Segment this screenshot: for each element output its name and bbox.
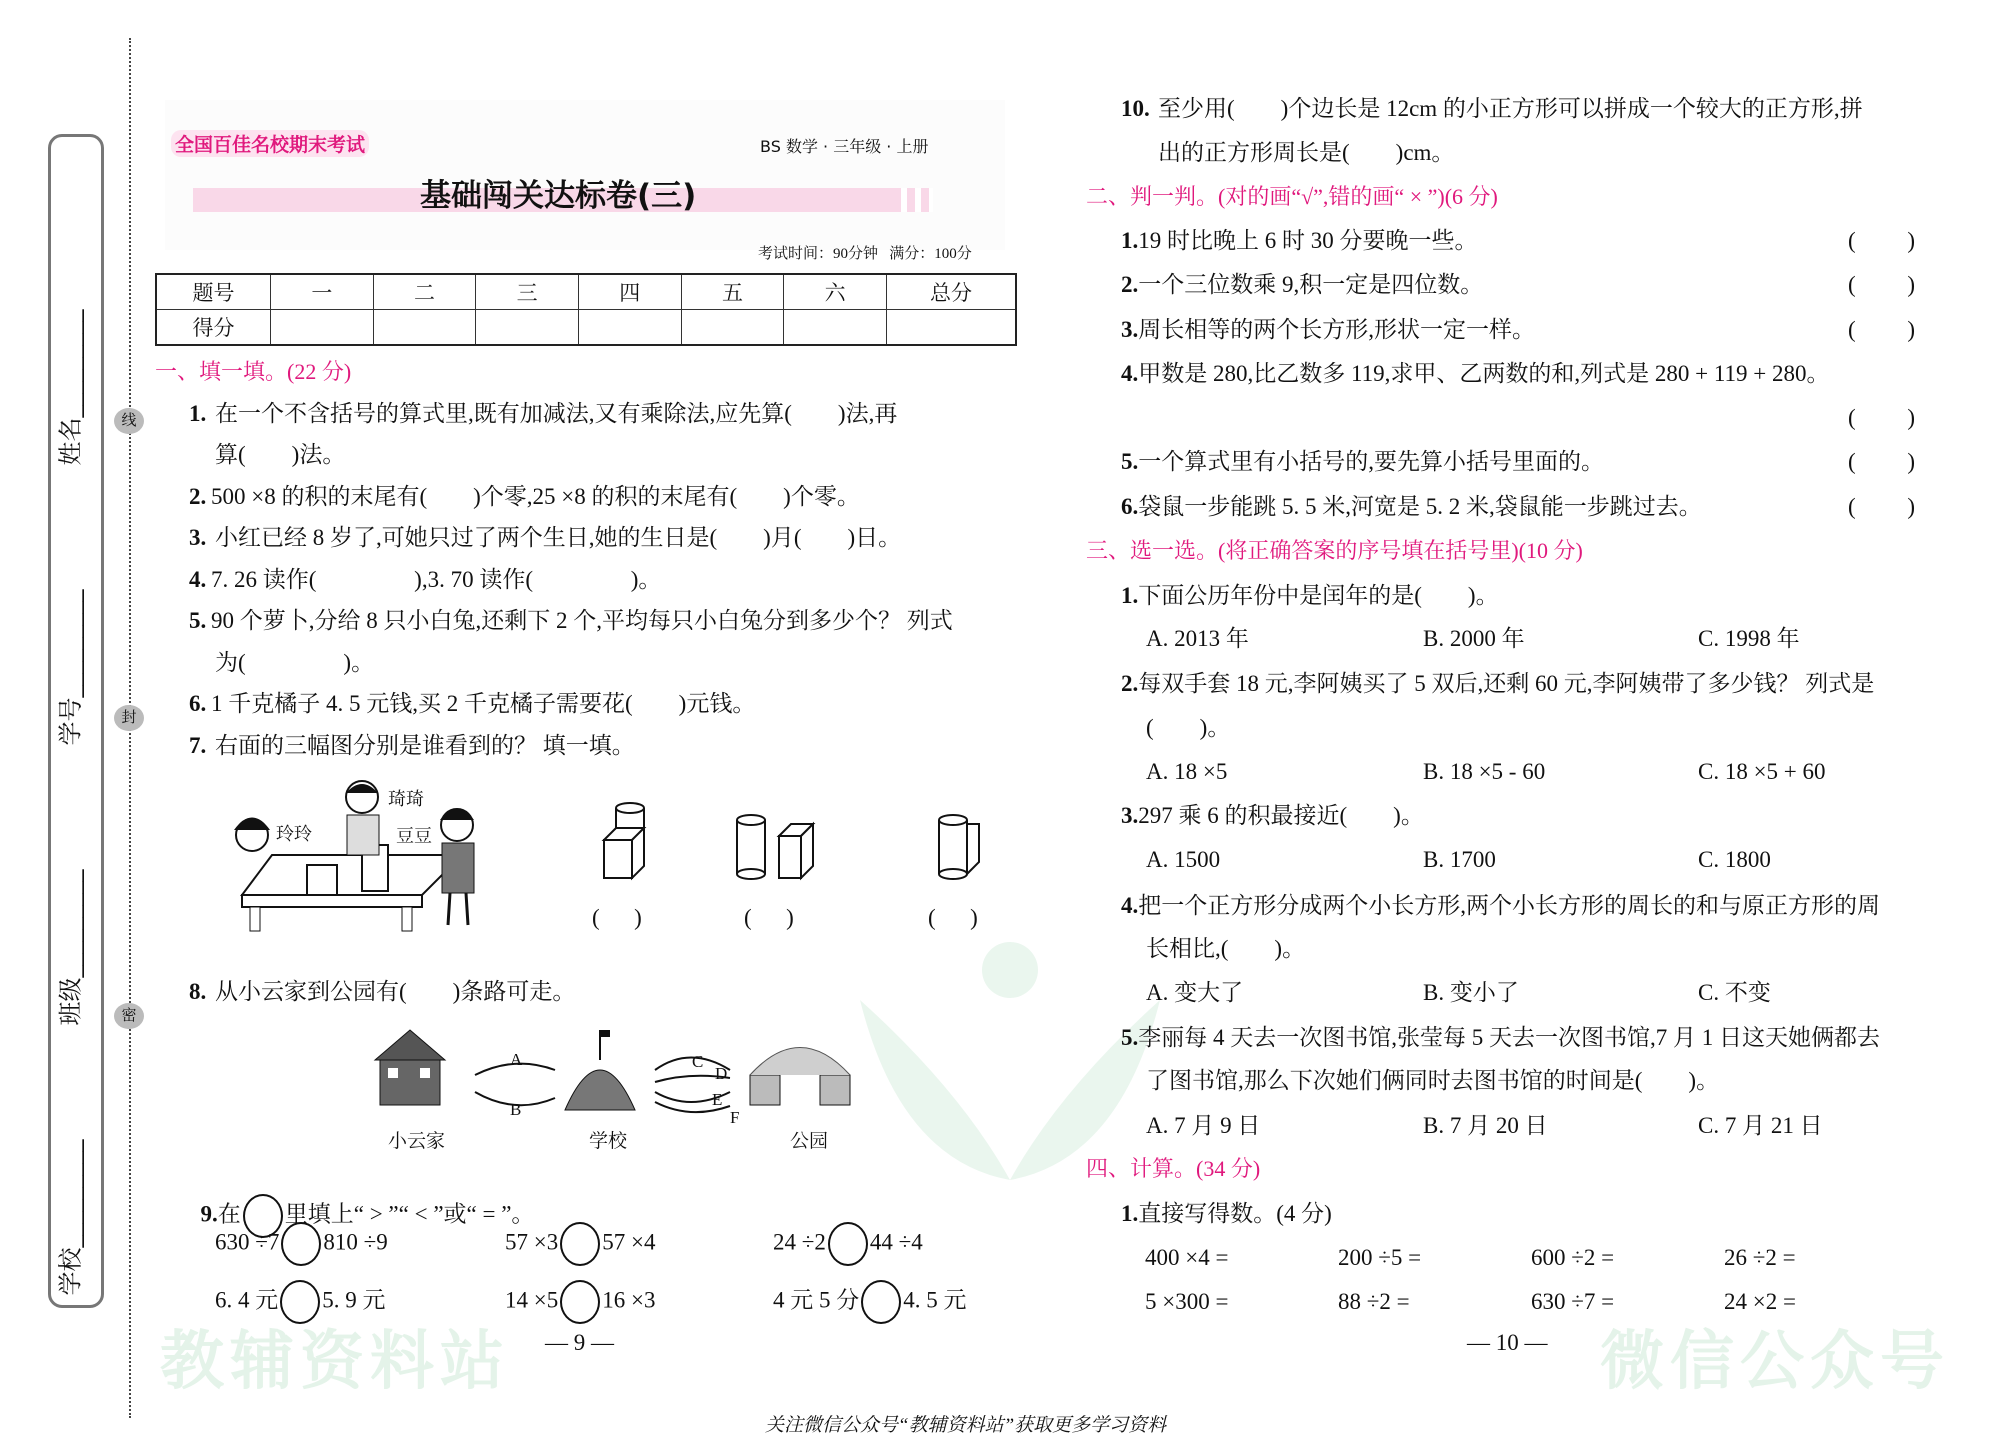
place-label: 小云家: [388, 1131, 446, 1152]
score-cell[interactable]: [578, 310, 681, 346]
expr: 24 ÷2: [773, 1229, 826, 1255]
choice-question: 5.李丽每 4 天去一次图书馆,张莹每 5 天去一次图书馆,7 月 1 日这天她俩都去: [1121, 1025, 1880, 1050]
judge-item: 3.周长相等的两个长方形,形状一定一样。: [1121, 317, 1535, 342]
judge-item: 4.甲数是 280,比乙数多 119,求甲、乙两数的和,列式是 280 + 119 + 280。: [1121, 361, 1830, 386]
option: A. 变大了: [1146, 980, 1244, 1005]
answer-blank[interactable]: ( ): [1848, 272, 1916, 297]
choice-question: 1.下面公历年份中是闰年的是( )。: [1121, 583, 1499, 608]
seal-seal: 封: [114, 705, 144, 731]
question-text: 袋鼠一步能跳 5. 5 米,河宽是 5. 2 米,袋鼠能一步跳过去。: [1138, 494, 1702, 519]
table-cell: 一: [271, 274, 374, 310]
option: B. 2000 年: [1423, 626, 1525, 651]
option: C. 1998 年: [1698, 626, 1800, 651]
character-name: 玲玲: [276, 824, 312, 844]
question-text: 90 个萝卜,分给 8 只小白兔,还剩下 2 个,平均每只小白兔分到多少个？ 列式: [211, 608, 953, 633]
table-cell: 三: [476, 274, 579, 310]
page-title: 基础闯关达标卷(三): [420, 178, 697, 214]
option: C. 不变: [1698, 980, 1771, 1005]
question-text: 长相比,( )。: [1146, 936, 1306, 961]
expr: 44 ÷4: [869, 1229, 923, 1255]
view-2-illustration: [733, 812, 833, 887]
compare-circle[interactable]: [560, 1280, 600, 1324]
question-text: 周长相等的两个长方形,形状一定一样。: [1138, 317, 1535, 342]
choice-question: 3.297 乘 6 的积最接近( )。: [1121, 803, 1424, 828]
expr: 810 ÷9: [323, 1229, 388, 1255]
compare-item: [505, 1222, 655, 1266]
compare-item: [505, 1280, 655, 1324]
table-row: [156, 310, 1016, 346]
question-text: 为( )。: [215, 650, 375, 675]
question-number: 4.: [189, 567, 207, 592]
character-name: 豆豆: [396, 826, 432, 846]
expr: 4. 5 元: [903, 1287, 967, 1313]
name-field[interactable]: 姓名_________: [56, 309, 85, 466]
school-field[interactable]: 学校_________: [56, 1139, 85, 1296]
table-cell: 五: [681, 274, 784, 310]
compare-item: [215, 1280, 386, 1324]
expr: 14 ×5: [505, 1287, 559, 1313]
question-text: 算( )法。: [215, 442, 346, 467]
question-number: 6.: [189, 691, 207, 716]
view-3-illustration: [935, 812, 995, 887]
answer-blank[interactable]: ( ): [928, 905, 978, 930]
question-number: 1.: [189, 401, 207, 426]
judge-item: 6.袋鼠一步能跳 5. 5 米,河宽是 5. 2 米,袋鼠能一步跳过去。: [1121, 494, 1702, 519]
option: C. 1800: [1698, 847, 1771, 872]
question-text: 下面公历年份中是闰年的是( )。: [1138, 583, 1499, 608]
character-name: 琦琦: [388, 789, 424, 809]
score-table: [155, 273, 1017, 346]
section-title: 四、计算。(34 分): [1086, 1156, 1261, 1181]
question-text: 1 千克橘子 4. 5 元钱,买 2 千克橘子需要花( )元钱。: [211, 691, 756, 716]
series-label: 全国百佳名校期末考试: [171, 130, 369, 157]
section-title: 一、填一填。(22 分): [155, 359, 352, 384]
option: B. 18 ×5 - 60: [1423, 759, 1546, 784]
expr: 4 元 5 分: [773, 1287, 860, 1313]
table-cell: 二: [373, 274, 476, 310]
judge-item: 1.19 时比晚上 6 时 30 分要晚一些。: [1121, 228, 1478, 253]
answer-blank[interactable]: ( ): [592, 905, 642, 930]
score-cell[interactable]: [271, 310, 374, 346]
score-cell[interactable]: [476, 310, 579, 346]
place-label: 公园: [790, 1131, 829, 1152]
exam-info: 考试时间：90分钟 满分：100分: [758, 246, 972, 262]
seal-secret: 密: [114, 1003, 144, 1029]
compare-circle[interactable]: [828, 1222, 868, 1266]
question-text: 甲数是 280,比乙数多 119,求甲、乙两数的和,列式是 280 + 119 + 280。: [1138, 361, 1830, 386]
question-number: 3.: [189, 525, 207, 550]
answer-blank[interactable]: ( ): [1848, 317, 1916, 342]
option: A. 18 ×5: [1146, 759, 1228, 784]
calc-item: 600 ÷2 =: [1531, 1245, 1615, 1270]
score-cell[interactable]: [784, 310, 887, 346]
calc-item: 88 ÷2 =: [1338, 1289, 1410, 1314]
option: A. 2013 年: [1146, 626, 1249, 651]
compare-item: [773, 1280, 967, 1324]
compare-item: [773, 1222, 923, 1266]
option: A. 7 月 9 日: [1146, 1113, 1261, 1138]
answer-blank[interactable]: ( ): [1848, 228, 1916, 253]
table-cell: 四: [578, 274, 681, 310]
question-text: 在一个不含括号的算式里,既有加减法,又有乘除法,应先算( )法,再: [215, 401, 898, 426]
compare-circle[interactable]: [280, 1280, 320, 1324]
option: C. 7 月 21 日: [1698, 1113, 1823, 1138]
question-number: 2.: [189, 484, 207, 509]
option: B. 变小了: [1423, 980, 1519, 1005]
table-row: [156, 274, 1016, 310]
question-text: 右面的三幅图分别是谁看到的？ 填一填。: [215, 733, 635, 758]
answer-blank[interactable]: ( ): [1848, 405, 1916, 430]
expr: 16 ×3: [602, 1287, 656, 1313]
answer-blank[interactable]: ( ): [744, 905, 794, 930]
view-1-illustration: [600, 800, 660, 885]
subject-label: BS 数学 · 三年级 · 上册: [760, 137, 929, 156]
question-text: 出的正方形周长是( )cm。: [1158, 140, 1455, 165]
question-text: 7. 26 读作( ),3. 70 读作( )。: [211, 567, 662, 592]
expr: 5. 9 元: [322, 1287, 386, 1313]
student-id-field[interactable]: 学号_________: [56, 589, 85, 746]
page-number: — 9 —: [545, 1330, 614, 1355]
question-text: 一个算式里有小括号的,要先算小括号里面的。: [1138, 449, 1604, 474]
watermark-text: 微信公众号: [1600, 1325, 1950, 1399]
score-cell[interactable]: [681, 310, 784, 346]
expr: 57 ×3: [505, 1229, 559, 1255]
question-text: 500 ×8 的积的末尾有( )个零,25 ×8 的积的末尾有( )个零。: [211, 484, 860, 509]
option: B. 7 月 20 日: [1423, 1113, 1548, 1138]
q7-scene-illustration: [212, 775, 492, 935]
watermark-text: 教辅资料站: [160, 1325, 510, 1399]
question-text: 在: [217, 1201, 241, 1227]
question-text: 每双手套 18 元,李阿姨买了 5 双后,还剩 60 元,李阿姨带了多少钱？ 列式是: [1138, 671, 1875, 696]
choice-question: 2.每双手套 18 元,李阿姨买了 5 双后,还剩 60 元,李阿姨带了多少钱？ 列式是: [1121, 671, 1875, 696]
question-text: 小红已经 8 岁了,可她只过了两个生日,她的生日是( )月( )日。: [215, 525, 902, 550]
choice-question: 4.把一个正方形分成两个小长方形,两个小长方形的周长的和与原正方形的周: [1121, 893, 1880, 918]
score-cell[interactable]: [887, 310, 1017, 346]
question-text: 里填上“ > ”“ < ”或“ = ”。: [284, 1201, 535, 1227]
section-title: 三、选一选。(将正确答案的序号填在括号里)(10 分): [1086, 538, 1583, 563]
answer-blank[interactable]: ( ): [1848, 449, 1916, 474]
footer-note: 关注微信公众号“教辅资料站”获取更多学习资料: [765, 1415, 1167, 1436]
table-cell: 六: [784, 274, 887, 310]
calc-item: 24 ×2 =: [1724, 1289, 1796, 1314]
calc-item: 5 ×300 =: [1145, 1289, 1229, 1314]
question-text: 297 乘 6 的积最接近( )。: [1138, 803, 1424, 828]
expr: 6. 4 元: [215, 1287, 279, 1313]
question-text: 直接写得数。(4 分): [1138, 1201, 1332, 1226]
table-cell: 题号: [156, 274, 271, 310]
road-label: F: [730, 1108, 740, 1127]
place-label: 学校: [589, 1131, 628, 1152]
question-text: 至少用( )个边长是 12cm 的小正方形可以拼成一个较大的正方形,拼: [1158, 96, 1863, 121]
question-text: ( )。: [1146, 715, 1231, 740]
section-title: 二、判一判。(对的画“√”,错的画“ × ”)(6 分): [1086, 184, 1498, 209]
calc-question: 1.直接写得数。(4 分): [1121, 1201, 1332, 1226]
judge-item: 5.一个算式里有小括号的,要先算小括号里面的。: [1121, 449, 1604, 474]
table-cell: 总分: [887, 274, 1017, 310]
page-number: — 10 —: [1467, 1330, 1548, 1355]
compare-circle[interactable]: [861, 1280, 901, 1324]
option: C. 18 ×5 + 60: [1698, 759, 1826, 784]
class-field[interactable]: 班级_________: [56, 869, 85, 1026]
question-text: 了图书馆,那么下次她们俩同时去图书馆的时间是( )。: [1146, 1068, 1720, 1093]
question-number: 10.: [1121, 96, 1150, 121]
question-text: 从小云家到公园有( )条路可走。: [215, 979, 576, 1004]
question-text: 一个三位数乘 9,积一定是四位数。: [1138, 272, 1484, 297]
question-number: 5.: [189, 608, 207, 633]
calc-item: 400 ×4 =: [1145, 1245, 1229, 1270]
calc-item: 630 ÷7 =: [1531, 1289, 1615, 1314]
option: B. 1700: [1423, 847, 1496, 872]
table-cell: 得分: [156, 310, 271, 346]
expr: 630 ÷7: [215, 1229, 280, 1255]
question-text: 李丽每 4 天去一次图书馆,张莹每 5 天去一次图书馆,7 月 1 日这天她俩都去: [1138, 1025, 1880, 1050]
question-number: 8.: [189, 979, 207, 1004]
expr: 57 ×4: [602, 1229, 656, 1255]
road-label: C: [692, 1052, 704, 1071]
calc-item: 200 ÷5 =: [1338, 1245, 1422, 1270]
score-cell[interactable]: [373, 310, 476, 346]
route-map-illustration: [370, 1020, 870, 1120]
judge-item: 2.一个三位数乘 9,积一定是四位数。: [1121, 272, 1484, 297]
question-text: 19 时比晚上 6 时 30 分要晚一些。: [1138, 228, 1478, 253]
option: A. 1500: [1146, 847, 1221, 872]
question-number: 9.: [200, 1201, 218, 1227]
compare-circle[interactable]: [281, 1222, 321, 1266]
answer-blank[interactable]: ( ): [1848, 494, 1916, 519]
seal-line: 线: [114, 408, 144, 434]
road-label: E: [712, 1090, 723, 1109]
calc-item: 26 ÷2 =: [1724, 1245, 1796, 1270]
road-label: A: [510, 1050, 523, 1069]
compare-circle[interactable]: [560, 1222, 600, 1266]
road-label: D: [715, 1064, 728, 1083]
title-bar-pixels: [893, 188, 933, 212]
compare-item: [215, 1222, 388, 1266]
question-number: 7.: [189, 733, 207, 758]
road-label: B: [510, 1100, 522, 1119]
question-text: 把一个正方形分成两个小长方形,两个小长方形的周长的和与原正方形的周: [1138, 893, 1880, 918]
